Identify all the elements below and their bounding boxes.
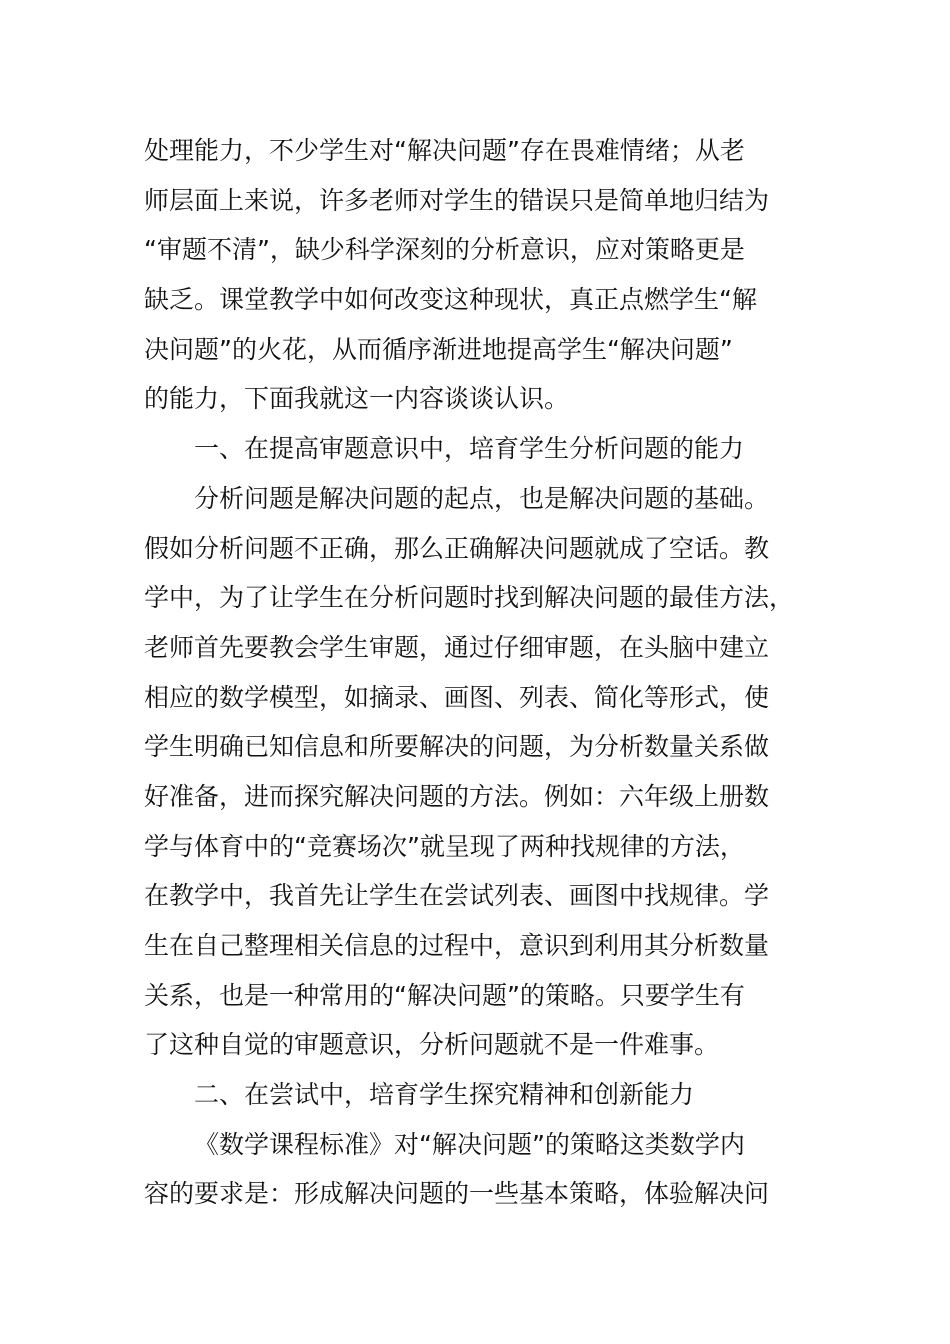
text-line: 老师首先要教会学生审题，通过仔细审题，在头脑中建立 xyxy=(144,632,770,662)
text-line: 学与体育中的“竞赛场次”就呈现了两种找规律的方法， xyxy=(144,831,745,861)
text-line: 相应的数学模型，如摘录、画图、列表、简化等形式，使 xyxy=(144,682,770,712)
text-line: 关系，也是一种常用的“解决问题”的策略。只要学生有 xyxy=(144,980,745,1010)
section-heading-1: 一、在提高审题意识中，培育学生分析问题的能力 xyxy=(194,434,745,464)
text-line: 好准备，进而探究解决问题的方法。例如：六年级上册数 xyxy=(144,781,770,811)
text-line: 在教学中，我首先让学生在尝试列表、画图中找规律。学 xyxy=(144,881,770,911)
text-line: 学中，为了让学生在分析问题时找到解决问题的最佳方法， xyxy=(144,583,795,613)
text-line: 的能力，下面我就这一内容谈谈认识。 xyxy=(144,384,570,414)
body-text xyxy=(144,126,804,1219)
text-line: 决问题”的火花，从而循序渐进地提高学生“解决问题” xyxy=(144,334,733,364)
text-line: 假如分析问题不正确，那么正确解决问题就成了空话。教 xyxy=(144,533,770,563)
text-line: 了这种自觉的审题意识，分析问题就不是一件难事。 xyxy=(144,1030,720,1060)
text-line: 容的要求是：形成解决问题的一些基本策略，体验解决问 xyxy=(144,1179,770,1209)
text-line: 缺乏。课堂教学中如何改变这种现状，真正点燃学生“解 xyxy=(144,285,757,315)
paragraph-start: 《数学课程标准》对“解决问题”的策略这类数学内 xyxy=(194,1129,745,1159)
text-line: 处理能力，不少学生对“解决问题”存在畏难情绪；从老 xyxy=(144,136,745,165)
text-line: “审题不清”，缺少科学深刻的分析意识，应对策略更是 xyxy=(144,235,745,265)
section-heading-2: 二、在尝试中，培育学生探究精神和创新能力 xyxy=(194,1080,695,1110)
text-line: 学生明确已知信息和所要解决的问题，为分析数量关系做 xyxy=(144,732,770,762)
text-line: 生在自己整理相关信息的过程中，意识到利用其分析数量 xyxy=(144,931,770,960)
text-line: 师层面上来说，许多老师对学生的错误只是简单地归结为 xyxy=(144,185,770,215)
paragraph-start: 分析问题是解决问题的起点，也是解决问题的基础。 xyxy=(194,483,770,513)
